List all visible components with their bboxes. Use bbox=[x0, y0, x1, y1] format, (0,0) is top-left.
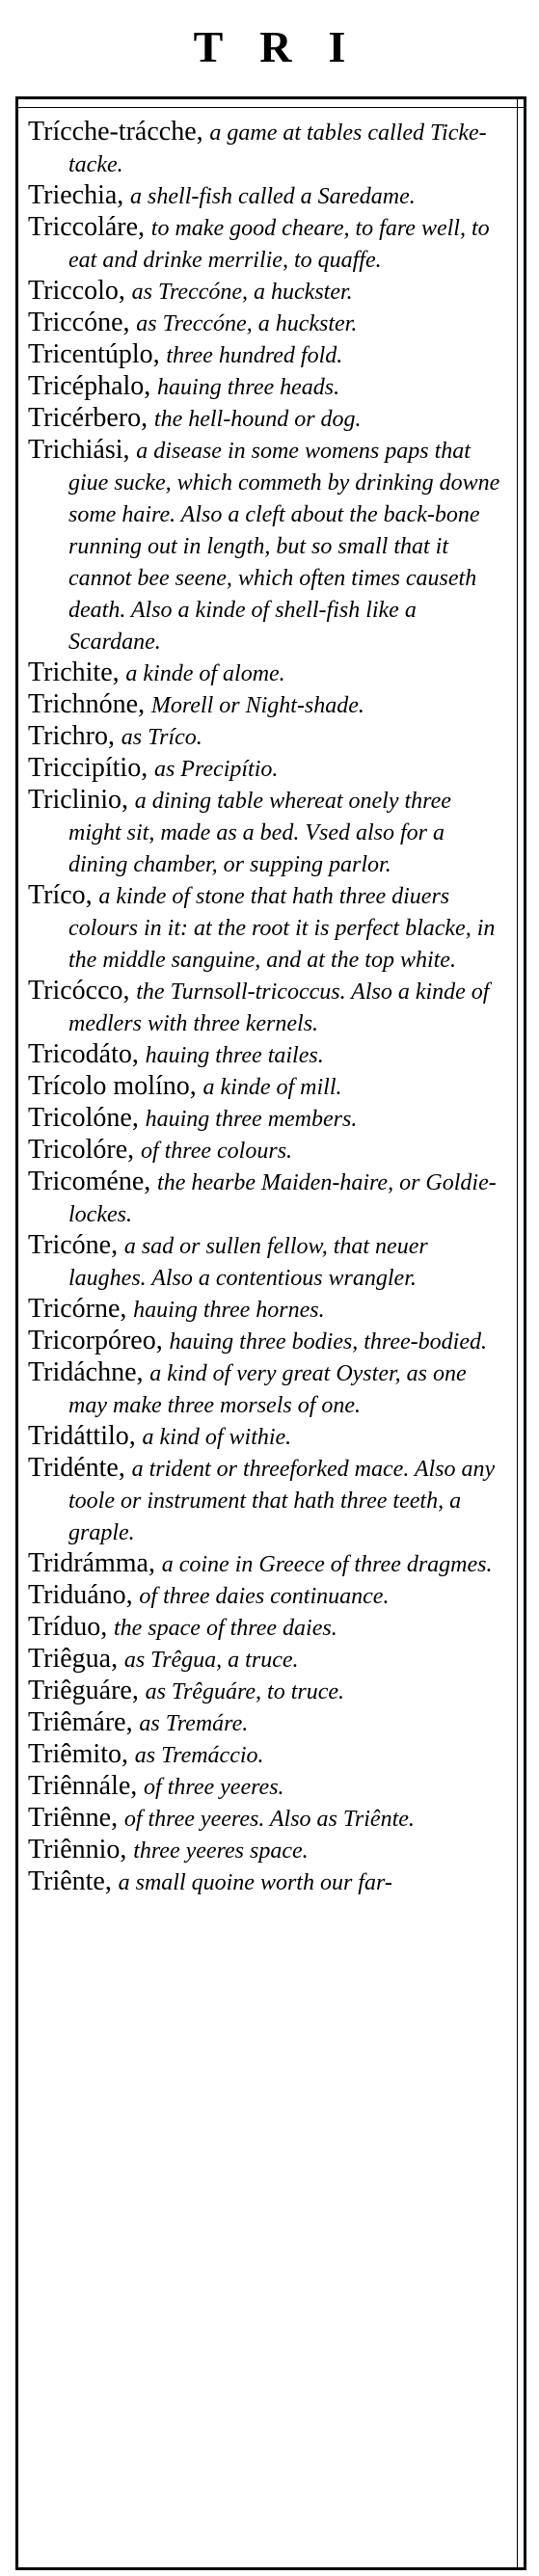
dictionary-entry bbox=[28, 1866, 506, 1898]
entry-headword: Triduáno, bbox=[28, 1580, 133, 1610]
entry-headword: Triccolo, bbox=[28, 276, 125, 306]
entry-headword: Triccoláre, bbox=[28, 212, 146, 242]
entry-definition: of three daies continuance. bbox=[139, 1584, 390, 1609]
dictionary-entry bbox=[28, 1739, 506, 1771]
entry-definition: as Tríco. bbox=[121, 725, 202, 750]
dictionary-entry bbox=[28, 1039, 506, 1071]
dictionary-entry bbox=[28, 403, 506, 435]
entry-headword: Tricórne, bbox=[28, 1294, 127, 1324]
entry-definition: a disease in some womens paps that giue sucke, which commeth by drinking downe some haire. Also a cleft about the back-bone running out in length, but so small that it cannot bee seene, which often times causeth death. Also a kinde of shell-fish like a Scardane. bbox=[68, 439, 500, 655]
dictionary-entry bbox=[28, 371, 506, 403]
dictionary-entry bbox=[28, 1453, 506, 1548]
dictionary-entry bbox=[28, 689, 506, 721]
entry-definition: a kind of very great Oyster, as one may make three morsels of one. bbox=[68, 1361, 467, 1418]
entry-definition: as Tremáre. bbox=[139, 1711, 249, 1736]
entry-headword: Trícolo molíno, bbox=[28, 1071, 197, 1101]
entry-definition: as Precipítio. bbox=[153, 757, 279, 782]
entry-headword: Triccipítio, bbox=[28, 753, 148, 783]
entry-headword: Triênne, bbox=[28, 1803, 119, 1833]
dictionary-entry bbox=[28, 1294, 506, 1326]
entry-definition: the hearbe Maiden-haire, or Goldie-lockes. bbox=[68, 1170, 497, 1227]
entry-definition: the space of three daies. bbox=[113, 1616, 337, 1641]
dictionary-entry bbox=[28, 1612, 506, 1644]
dictionary-entry bbox=[28, 1580, 506, 1612]
entry-definition: a kinde of alome. bbox=[125, 661, 285, 686]
dictionary-entry bbox=[28, 1230, 506, 1294]
entry-definition: of three colours. bbox=[140, 1139, 293, 1164]
dictionary-entry bbox=[28, 1707, 506, 1739]
dictionary-entry bbox=[28, 976, 506, 1039]
dictionary-entry bbox=[28, 1835, 506, 1866]
entry-headword: Tridáttilo, bbox=[28, 1421, 136, 1451]
entry-headword: Triênte, bbox=[28, 1866, 112, 1896]
entry-headword: Triêguáre, bbox=[28, 1676, 139, 1705]
entry-headword: Tricodáto, bbox=[28, 1039, 139, 1069]
entry-headword: Triênnále, bbox=[28, 1771, 138, 1801]
entry-definition: as Trêguáre, to truce. bbox=[145, 1679, 345, 1704]
entry-headword: Tricentúplo, bbox=[28, 339, 160, 369]
dictionary-entry bbox=[28, 1071, 506, 1103]
dictionary-entry bbox=[28, 1548, 506, 1580]
entry-definition: hauing three tailes. bbox=[145, 1043, 324, 1068]
entry-headword: Triêgua, bbox=[28, 1644, 119, 1674]
entry-definition: a small quoine worth our far- bbox=[118, 1870, 392, 1895]
entry-definition: hauing three bodies, three-bodied. bbox=[169, 1329, 487, 1355]
dictionary-entry bbox=[28, 1803, 506, 1835]
entry-headword: Triccóne, bbox=[28, 308, 130, 337]
dictionary-entry bbox=[28, 657, 506, 689]
entry-definition: a kinde of mill. bbox=[202, 1075, 342, 1100]
entry-list bbox=[28, 117, 506, 1898]
entry-definition: as Treccóne, a huckster. bbox=[136, 311, 358, 336]
entry-definition: a coine in Greece of three dragmes. bbox=[161, 1552, 493, 1577]
entry-headword: Tricolóre, bbox=[28, 1135, 135, 1165]
entry-headword: Tridénte, bbox=[28, 1453, 125, 1483]
entry-definition: to make good cheare, to fare well, to eat and drinke merrilie, to quaffe. bbox=[68, 216, 490, 273]
dictionary-entry bbox=[28, 180, 506, 212]
entry-definition: as Trêgua, a truce. bbox=[123, 1648, 299, 1673]
dictionary-entry bbox=[28, 1103, 506, 1135]
running-head bbox=[0, 0, 539, 93]
entry-headword: Trichite, bbox=[28, 657, 120, 687]
entry-definition: a kinde of stone that hath three diuers colours in it: at the root it is perfect blacke, in the middle sanguine, and at the top white. bbox=[68, 884, 496, 973]
dictionary-entry bbox=[28, 339, 506, 371]
entry-definition: hauing three members. bbox=[145, 1107, 358, 1132]
entry-definition: hauing three hornes. bbox=[133, 1298, 325, 1323]
entry-headword: Tridáchne, bbox=[28, 1357, 144, 1387]
entry-definition: a dining table whereat onely three might sit, made as a bed. Vsed also for a dining chamber, or supping parlor. bbox=[68, 789, 451, 877]
entry-headword: Triechia, bbox=[28, 180, 124, 210]
dictionary-entry bbox=[28, 1421, 506, 1453]
entry-definition: as Tremáccio. bbox=[134, 1743, 264, 1768]
entry-headword: Tricorpóreo, bbox=[28, 1326, 163, 1355]
dictionary-entry bbox=[28, 1326, 506, 1357]
dictionary-entry bbox=[28, 880, 506, 976]
dictionary-entry bbox=[28, 308, 506, 339]
entry-definition: of three yeeres. bbox=[144, 1775, 284, 1800]
entry-definition: three yeeres space. bbox=[133, 1838, 309, 1864]
entry-definition: a kind of withie. bbox=[142, 1425, 292, 1450]
entry-headword: Tríco, bbox=[28, 880, 93, 910]
entry-headword: Trichro, bbox=[28, 721, 115, 751]
entry-headword: Trichnóne, bbox=[28, 689, 146, 719]
entry-headword: Trichiási, bbox=[28, 435, 130, 465]
entry-headword: Tricóne, bbox=[28, 1230, 119, 1260]
entry-headword: Tricolóne, bbox=[28, 1103, 139, 1133]
dictionary-entry bbox=[28, 1644, 506, 1676]
column-frame bbox=[15, 96, 526, 2570]
running-head-text: TRI bbox=[193, 21, 383, 71]
entry-definition: three hundred fold. bbox=[166, 343, 343, 368]
entry-headword: Tricérbero, bbox=[28, 403, 148, 433]
dictionary-entry bbox=[28, 212, 506, 276]
entry-headword: Trícche-trácche, bbox=[28, 117, 203, 147]
entry-headword: Triênnio, bbox=[28, 1835, 127, 1865]
dictionary-entry bbox=[28, 753, 506, 785]
dictionary-entry bbox=[28, 1135, 506, 1167]
entry-definition: as Treccóne, a huckster. bbox=[131, 280, 353, 305]
dictionary-entry bbox=[28, 435, 506, 657]
dictionary-entry bbox=[28, 1167, 506, 1230]
entry-definition: hauing three heads. bbox=[157, 375, 340, 400]
dictionary-entry bbox=[28, 117, 506, 180]
entry-headword: Tricéphalo, bbox=[28, 371, 151, 401]
entry-definition: of three yeeres. Also as Triênte. bbox=[123, 1807, 415, 1832]
entry-definition: the Turnsoll-tricoccus. Also a kinde of medlers with three kernels. bbox=[68, 979, 490, 1036]
dictionary-entry bbox=[28, 1676, 506, 1707]
entry-definition: Morell or Night-shade. bbox=[150, 693, 364, 718]
entry-definition: a trident or threeforked mace. Also any toole or instrument that hath three teeth, a graple. bbox=[68, 1457, 496, 1545]
dictionary-entry bbox=[28, 1357, 506, 1421]
entry-headword: Triêmáre, bbox=[28, 1707, 133, 1737]
entry-definition: a game at tables called Ticke-tacke. bbox=[68, 121, 487, 177]
dictionary-entry bbox=[28, 721, 506, 753]
entry-headword: Tricoméne, bbox=[28, 1167, 151, 1196]
entry-headword: Triêmito, bbox=[28, 1739, 128, 1769]
entry-headword: Tríduo, bbox=[28, 1612, 108, 1642]
dictionary-entry bbox=[28, 276, 506, 308]
entry-headword: Tricócco, bbox=[28, 976, 130, 1006]
entry-definition: a shell-fish called a Saredame. bbox=[130, 184, 416, 209]
entry-headword: Tridrámma, bbox=[28, 1548, 155, 1578]
dictionary-entry bbox=[28, 785, 506, 880]
dictionary-entry bbox=[28, 1771, 506, 1803]
entry-definition: a sad or sullen fellow, that neuer laughes. Also a contentious wrangler. bbox=[68, 1234, 428, 1291]
entry-headword: Triclinio, bbox=[28, 785, 128, 815]
entry-definition: the hell-hound or dog. bbox=[153, 407, 362, 432]
